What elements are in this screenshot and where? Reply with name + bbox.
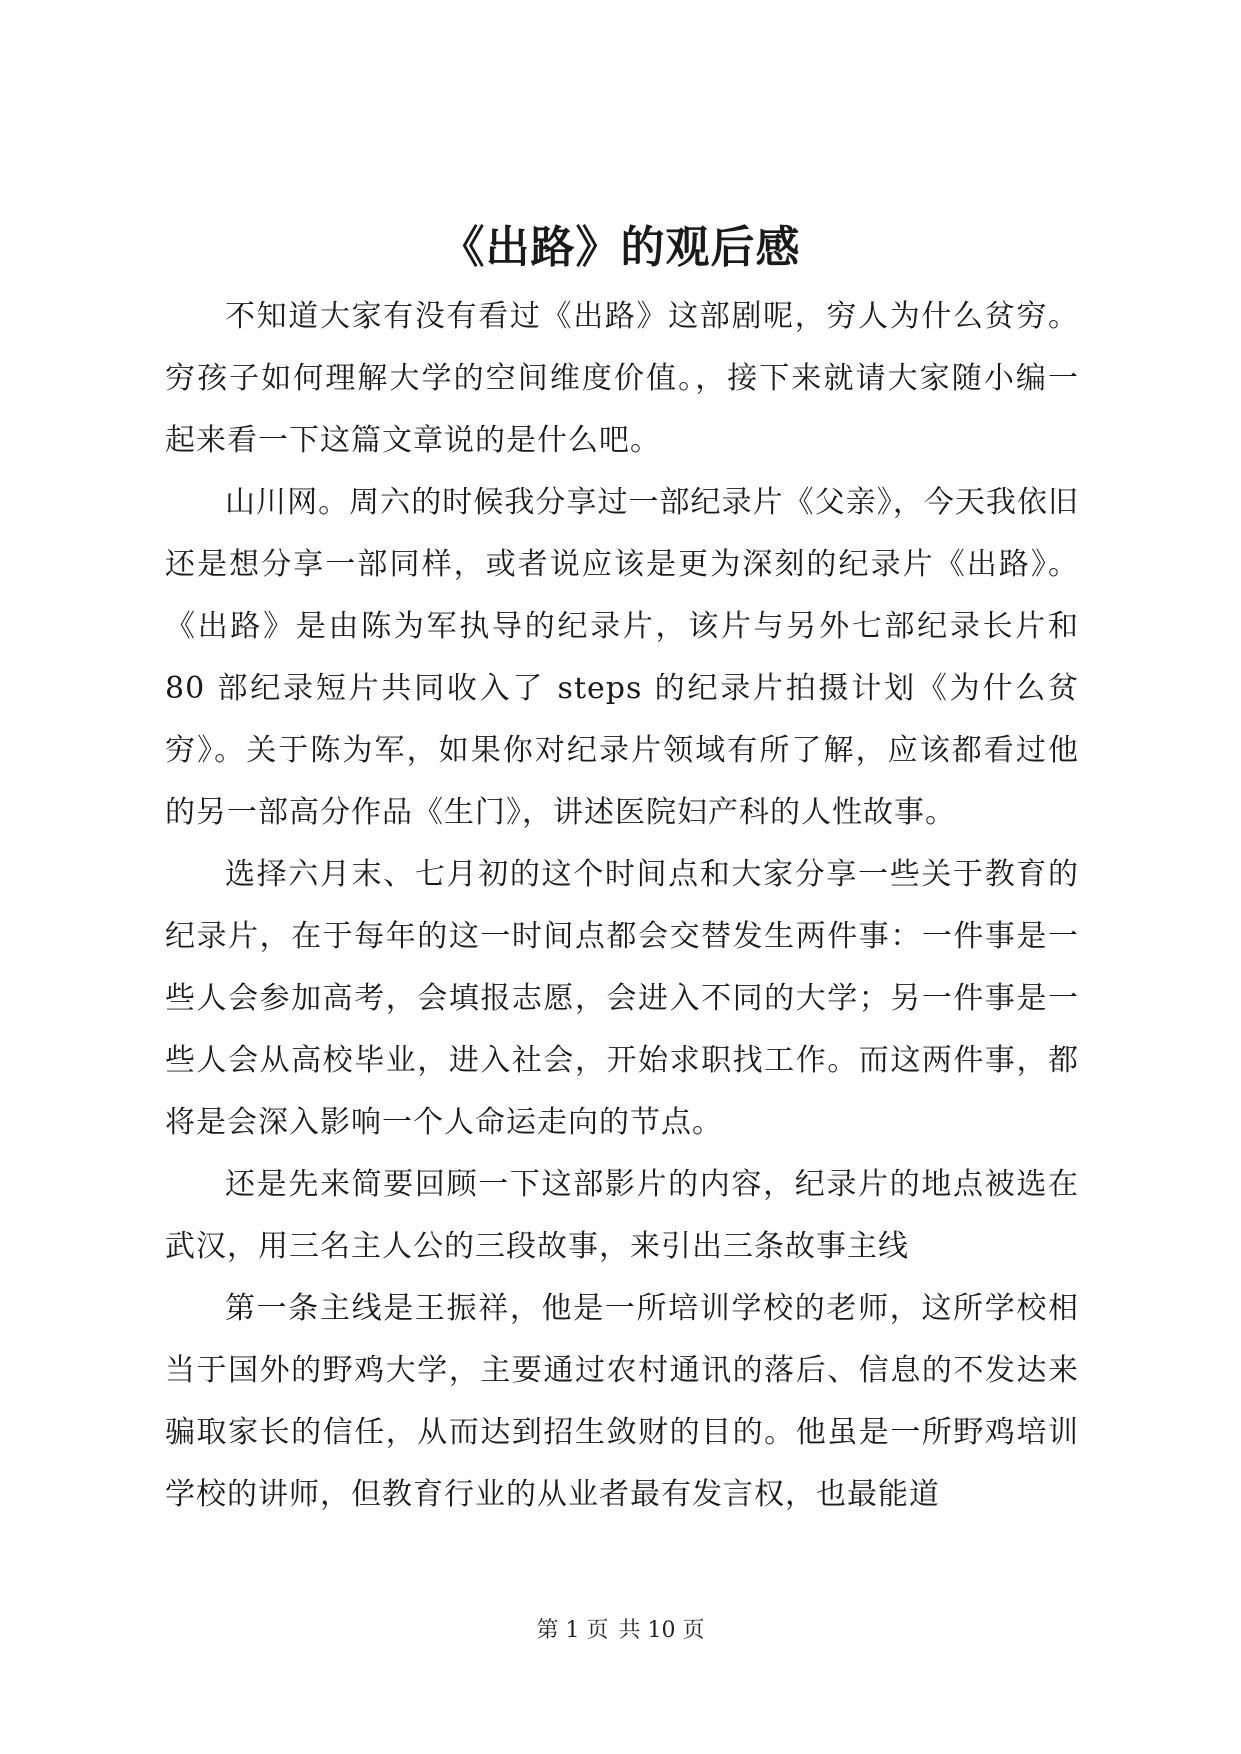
document-title: 《出路》的观后感 (440, 222, 801, 273)
paragraph: 第一条主线是王振祥，他是一所培训学校的老师，这所学校相当于国外的野鸡大学，主要通过农村通讯的落后、信息的不发达来骗取家长的信任，从而达到招生敛财的目的。他虽是一所野鸡培训学校的讲师，但教育行业的从业者最有发言权，也最能道 (165, 1291, 1079, 1512)
page-footer (0, 1616, 1241, 1646)
paragraph: 不知道大家有没有看过《出路》这部剧呢，穷人为什么贫穷。穷孩子如何理解大学的空间维度价值。，接下来就请大家随小编一起来看一下这篇文章说的是什么吧。 (165, 299, 1079, 458)
total-page-count: 共 10 页 (618, 1618, 705, 1643)
paragraph: 还是先来简要回顾一下这部影片的内容，纪录片的地点被选在武汉，用三名主人公的三段故事，来引出三条故事主线 (165, 1167, 1079, 1264)
paragraph: 选择六月末、七月初的这个时间点和大家分享一些关于教育的纪录片，在于每年的这一时间点都会交替发生两件事：一件事是一些人会参加高考，会填报志愿，会进入不同的大学；另一件事是一些人会从高校毕业，进入社会，开始求职找工作。而这两件事，都将是会深入影响一个人命运走向的节点。 (165, 857, 1079, 1140)
paragraph: 山川网。周六的时候我分享过一部纪录片《父亲》，今天我依旧还是想分享一部同样，或者说应该是更为深刻的纪录片《出路》。《出路》是由陈为军执导的纪录片，该片与另外七部纪录长片和 80 部纪录短片共同收入了 steps 的纪录片拍摄计划《为什么贫穷》。关于陈为军，如果你对纪录片领域有所了解，应该都看过他的另一部高分作品《生门》，讲述医院妇产科的人性故事。 (165, 485, 1079, 830)
document-body (165, 286, 1079, 1526)
current-page-number: 第 1 页 (536, 1618, 609, 1643)
